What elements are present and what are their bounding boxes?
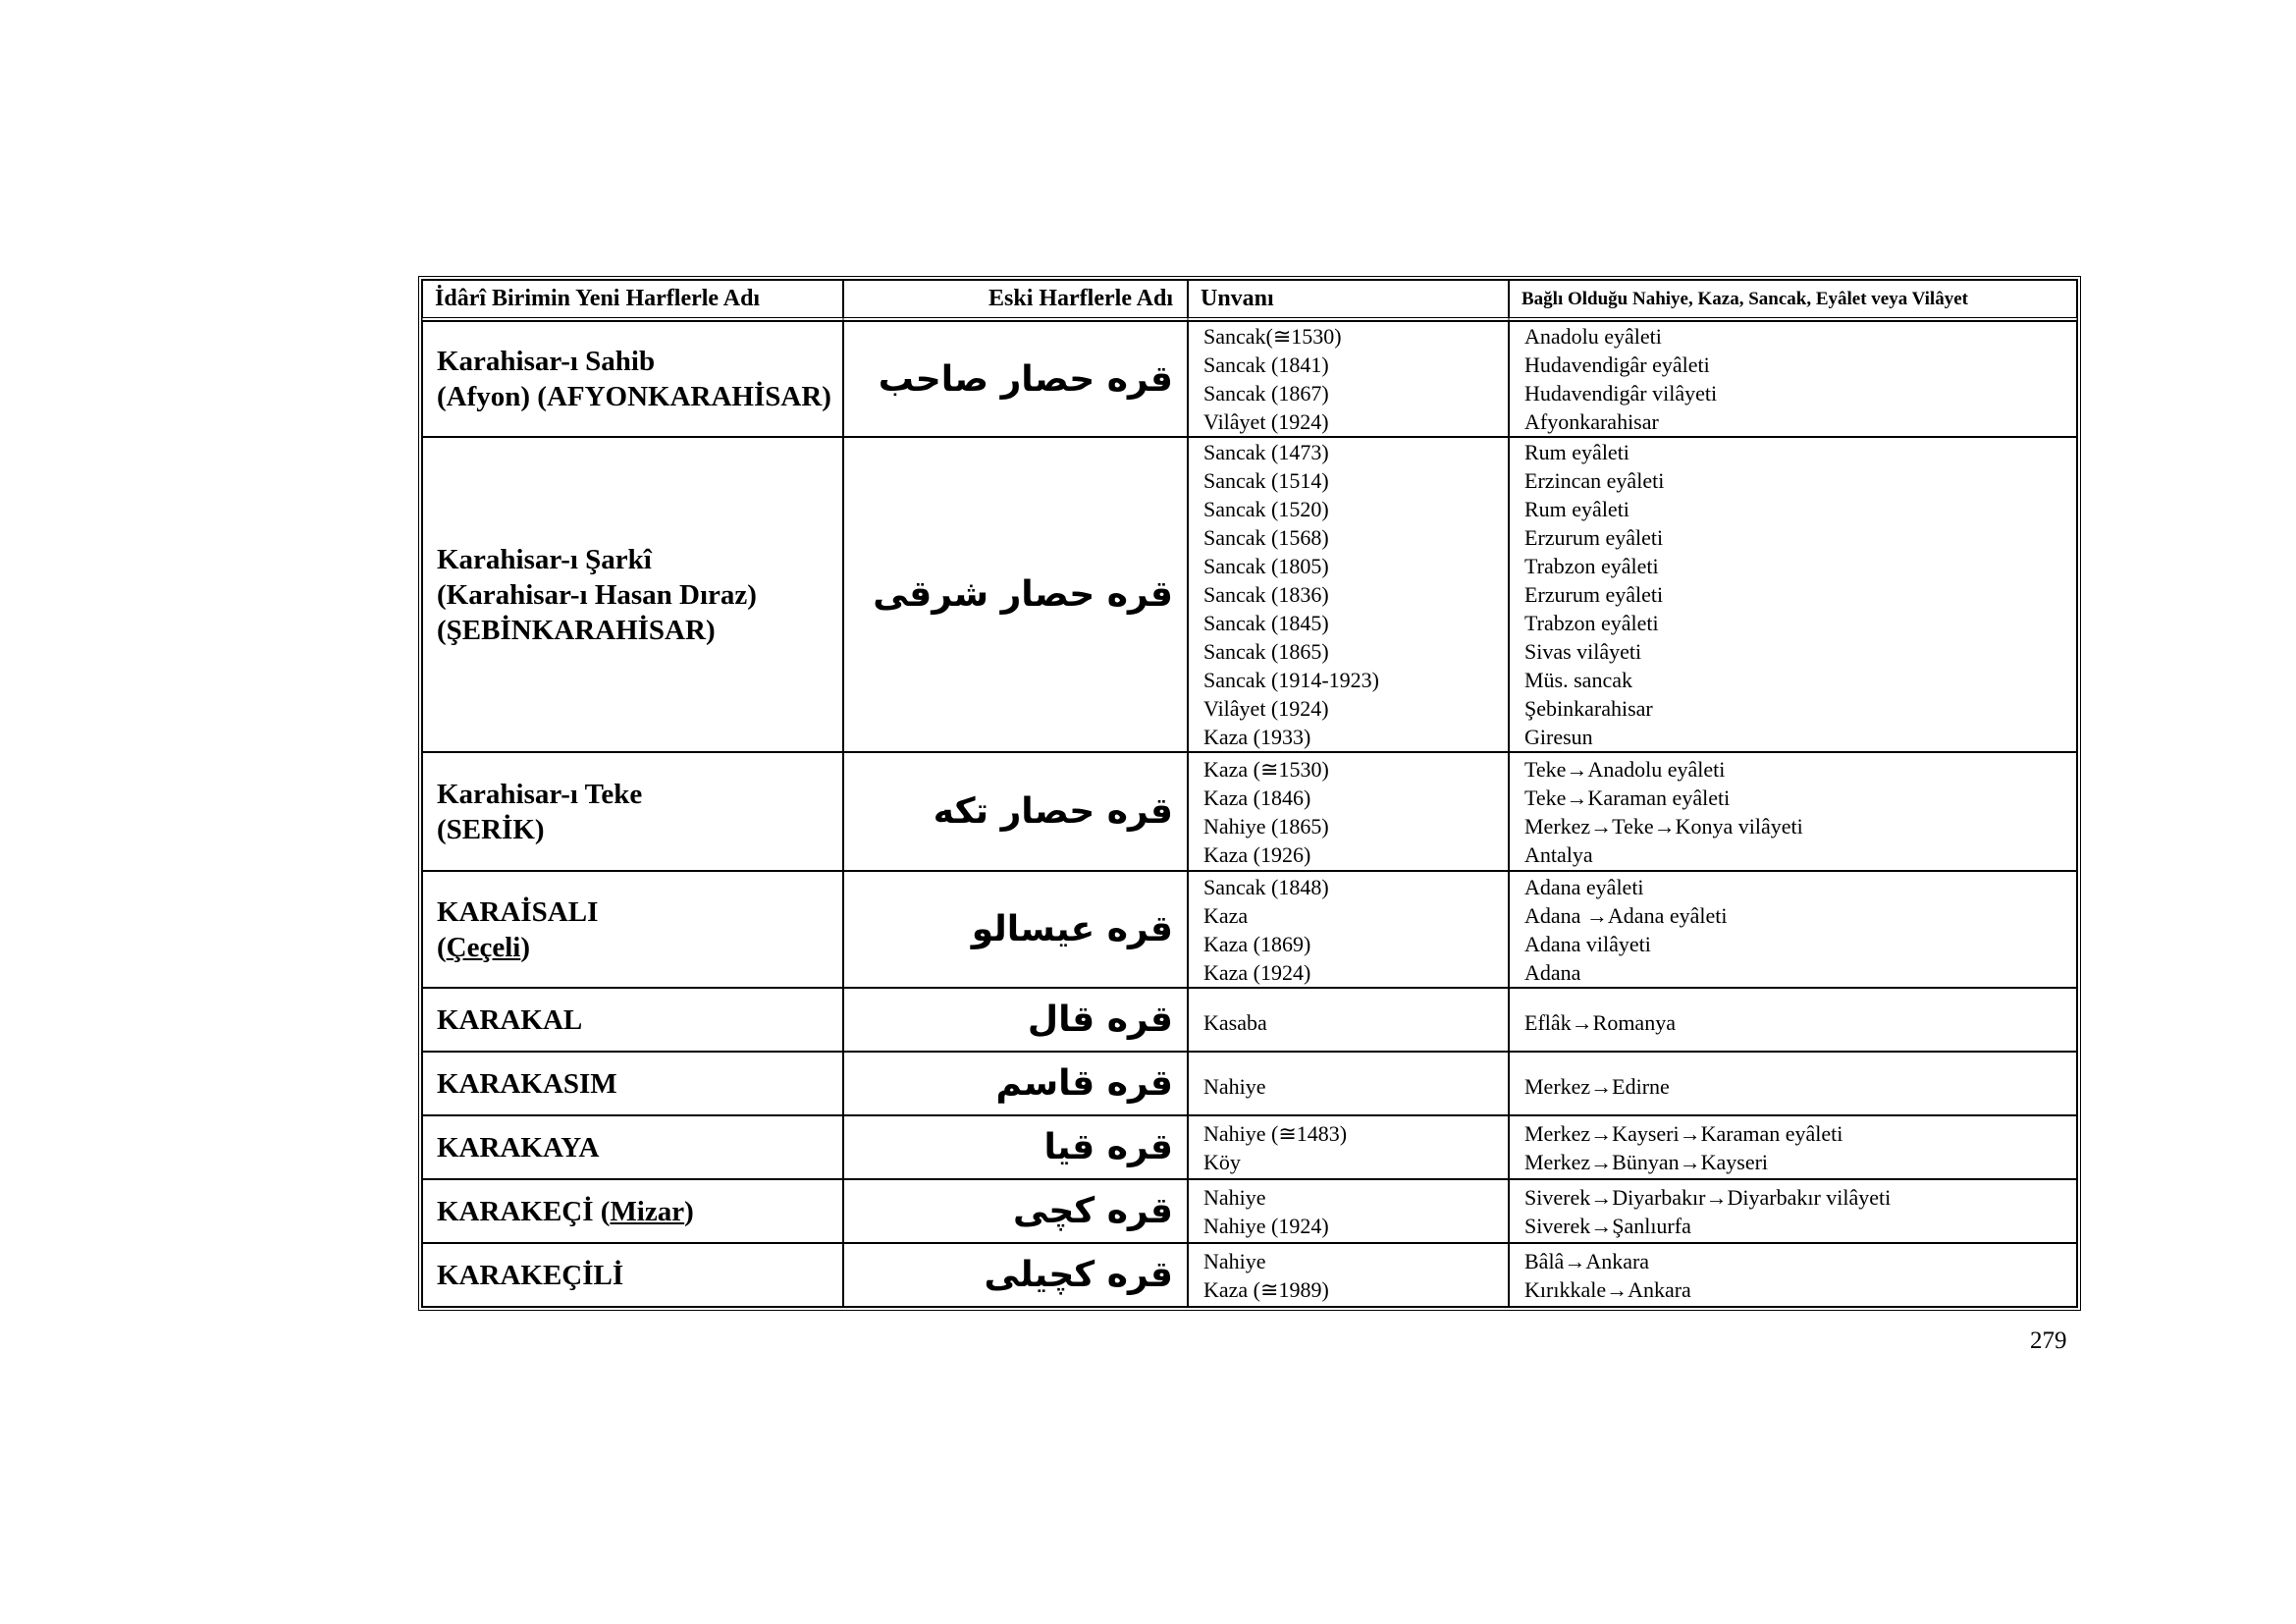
unit-arabic-name: قره قاسم [843, 1052, 1188, 1115]
unit-alt-name: Çeçeli [446, 931, 521, 963]
unit-affiliation: Şebinkarahisar [1524, 696, 1653, 721]
unit-name: KARAKEÇİ [437, 1195, 594, 1227]
unit-affiliations-cell [1509, 1115, 2077, 1179]
unit-titles-cell [1188, 437, 1509, 752]
unit-affiliation: Adana eyâleti [1524, 874, 1644, 899]
unit-arabic-name: قره قيا [843, 1115, 1188, 1179]
unit-title: Nahiye (1865) [1203, 813, 1329, 839]
unit-affiliation: Rum eyâleti [1524, 497, 1629, 521]
unit-affiliation: Siverek→Diyarbakır→Diyarbakır vilâyeti [1524, 1184, 1892, 1210]
header-old-name: Eski Harflerle Adı [843, 280, 1188, 321]
unit-affiliation: Sivas vilâyeti [1524, 639, 1642, 664]
unit-name: KARAKAYA [437, 1131, 600, 1164]
unit-name-line: KARAKEÇİ (Mizar) [437, 1195, 694, 1227]
administrative-units-table [418, 276, 2081, 1311]
unit-title: Kaza (1846) [1203, 785, 1311, 810]
unit-alt-name: Mizar [610, 1195, 685, 1227]
unit-title: Sancak (1848) [1203, 874, 1329, 899]
unit-title: Sancak (1845) [1203, 611, 1329, 635]
unit-affiliation: Adana [1524, 959, 1581, 985]
header-new-name: İdârî Birimin Yeni Harflerle Adı [422, 280, 843, 321]
table-row [422, 437, 2077, 752]
page-number: 279 [2030, 1327, 2067, 1354]
unit-titles-cell [1188, 1243, 1509, 1307]
unit-title: Kaza [1203, 902, 1249, 928]
table-header-row [422, 280, 2077, 321]
unit-affiliation: Anadolu eyâleti [1524, 324, 1662, 349]
table-row [422, 1115, 2077, 1179]
unit-titles-cell [1188, 321, 1509, 437]
unit-title: Sancak (1568) [1203, 525, 1329, 550]
unit-affiliation: Eflâk→Romanya [1524, 1010, 1676, 1035]
unit-title: Sancak(≅1530) [1203, 324, 1342, 349]
unit-name-cell [422, 321, 843, 437]
unit-titles-cell [1188, 1052, 1509, 1115]
unit-affiliation: Giresun [1524, 725, 1593, 749]
unit-title: Kaza (≅1530) [1203, 756, 1329, 782]
unit-affiliation: Adana vilâyeti [1524, 931, 1651, 956]
table-row [422, 1179, 2077, 1243]
unit-affiliations-cell [1509, 988, 2077, 1052]
unit-affiliation: Rum eyâleti [1524, 440, 1629, 464]
unit-affiliations-cell [1509, 1179, 2077, 1243]
unit-affiliation: Hudavendigâr vilâyeti [1524, 381, 1718, 406]
unit-name: KARAKEÇİLİ [437, 1259, 624, 1291]
unit-titles-cell [1188, 752, 1509, 871]
unit-title: Nahiye (≅1483) [1203, 1120, 1348, 1146]
unit-name-cell [422, 1052, 843, 1115]
unit-affiliation: Kırıkkale→Ankara [1524, 1276, 1691, 1302]
unit-title: Kaza (1926) [1203, 841, 1311, 867]
unit-title: Nahiye [1203, 1074, 1266, 1099]
unit-name: (ŞEBİNKARAHİSAR) [437, 614, 716, 646]
unit-title: Kaza (1924) [1203, 959, 1311, 985]
unit-name-cell [422, 1179, 843, 1243]
unit-arabic-name: قره قال [843, 988, 1188, 1052]
unit-affiliation: Trabzon eyâleti [1524, 611, 1659, 635]
unit-affiliation: Teke→Anadolu eyâleti [1524, 756, 1726, 782]
unit-affiliation: Erzurum eyâleti [1524, 525, 1664, 550]
unit-affiliations-cell [1509, 1052, 2077, 1115]
unit-title: Sancak (1514) [1203, 468, 1329, 493]
unit-title: Sancak (1841) [1203, 352, 1329, 377]
unit-arabic-name: قره حصار شرقى [843, 437, 1188, 752]
unit-affiliation: Teke→Karaman eyâleti [1524, 785, 1731, 810]
unit-name: KARAKAL [437, 1003, 583, 1036]
unit-affiliations-cell [1509, 437, 2077, 752]
unit-affiliations-cell [1509, 752, 2077, 871]
unit-title: Sancak (1836) [1203, 582, 1329, 607]
unit-name: Karahisar-ı Teke [437, 778, 643, 810]
unit-title: Sancak (1473) [1203, 440, 1329, 464]
unit-arabic-name: قره عيسالو [843, 871, 1188, 988]
unit-affiliation: Erzurum eyâleti [1524, 582, 1664, 607]
unit-name-cell [422, 437, 843, 752]
unit-title: Kaza (≅1989) [1203, 1276, 1329, 1302]
unit-title: Sancak (1520) [1203, 497, 1329, 521]
unit-affiliation: Merkez→Kayseri→Karaman eyâleti [1524, 1120, 1843, 1146]
unit-titles-cell [1188, 1179, 1509, 1243]
unit-affiliation: Afyonkarahisar [1524, 409, 1659, 434]
unit-arabic-name: قره كچيلى [843, 1243, 1188, 1307]
header-affiliation: Bağlı Olduğu Nahiye, Kaza, Sancak, Eyâlet veya Vilâyet [1509, 280, 2077, 321]
table-row [422, 752, 2077, 871]
unit-affiliation: Adana →Adana eyâleti [1524, 902, 1728, 928]
unit-affiliation: Siverek→Şanlıurfa [1524, 1213, 1691, 1238]
unit-titles-cell [1188, 871, 1509, 988]
unit-title: Köy [1203, 1149, 1241, 1174]
table-row [422, 871, 2077, 988]
unit-affiliation: Hudavendigâr eyâleti [1524, 352, 1710, 377]
unit-title: Kaza (1933) [1203, 725, 1311, 749]
unit-name-cell [422, 1243, 843, 1307]
unit-titles-cell [1188, 988, 1509, 1052]
unit-title: Nahiye [1203, 1248, 1266, 1273]
unit-affiliations-cell [1509, 321, 2077, 437]
unit-name: (SERİK) [437, 813, 545, 845]
unit-name-cell [422, 988, 843, 1052]
unit-arabic-name: قره حصار صاحب [843, 321, 1188, 437]
unit-title: Kasaba [1203, 1010, 1267, 1035]
unit-title: Sancak (1805) [1203, 554, 1329, 578]
unit-name-alt: (Çeçeli) [437, 931, 531, 963]
unit-arabic-name: قره كچى [843, 1179, 1188, 1243]
unit-affiliation: Merkez→Bünyan→Kayseri [1524, 1149, 1769, 1174]
table-row [422, 1052, 2077, 1115]
table-row [422, 988, 2077, 1052]
unit-title: Vilâyet (1924) [1203, 409, 1329, 434]
unit-affiliation: Erzincan eyâleti [1524, 468, 1665, 493]
unit-title: Vilâyet (1924) [1203, 696, 1329, 721]
unit-affiliation: Bâlâ→Ankara [1524, 1248, 1650, 1273]
unit-affiliation: Antalya [1524, 841, 1593, 867]
unit-affiliation: Merkez→Teke→Konya vilâyeti [1524, 813, 1803, 839]
unit-affiliations-cell [1509, 1243, 2077, 1307]
unit-title: Sancak (1867) [1203, 381, 1329, 406]
unit-titles-cell [1188, 1115, 1509, 1179]
unit-arabic-name: قره حصار تكه [843, 752, 1188, 871]
unit-name: (Afyon) (AFYONKARAHİSAR) [437, 381, 831, 412]
unit-name: (Karahisar-ı Hasan Dıraz) [437, 578, 757, 611]
unit-name: Karahisar-ı Şarkî [437, 543, 652, 575]
table-row [422, 321, 2077, 437]
unit-title: Sancak (1865) [1203, 639, 1329, 664]
unit-affiliation: Trabzon eyâleti [1524, 554, 1659, 578]
unit-name-cell [422, 871, 843, 988]
unit-name: KARAKASIM [437, 1067, 617, 1100]
unit-name-cell [422, 752, 843, 871]
header-title: Unvanı [1188, 280, 1509, 321]
unit-affiliation: Merkez→Edirne [1524, 1074, 1670, 1099]
unit-name: Karahisar-ı Sahib [437, 346, 656, 377]
unit-affiliation: Müs. sancak [1524, 668, 1632, 692]
unit-name-cell [422, 1115, 843, 1179]
unit-title: Sancak (1914-1923) [1203, 668, 1380, 692]
unit-title: Nahiye (1924) [1203, 1213, 1329, 1238]
table-row [422, 1243, 2077, 1307]
unit-affiliations-cell [1509, 871, 2077, 988]
unit-title: Nahiye [1203, 1184, 1266, 1210]
unit-title: Kaza (1869) [1203, 931, 1311, 956]
unit-name: KARAİSALI [437, 895, 599, 928]
